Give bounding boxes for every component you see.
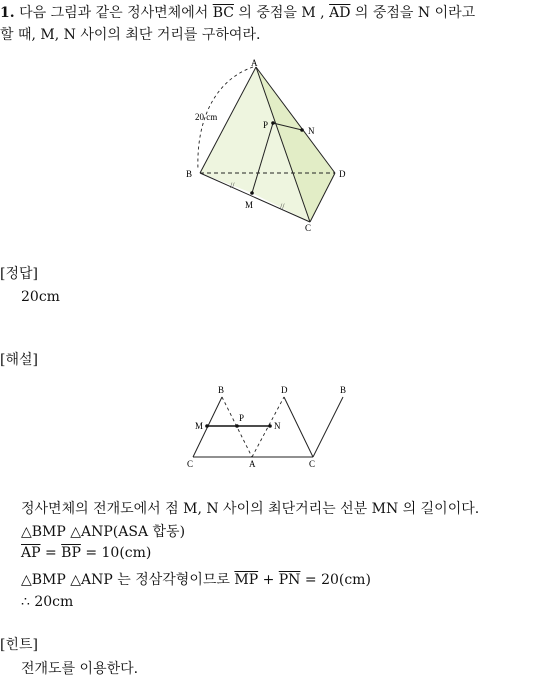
tick-mark-mc: // [280, 202, 285, 211]
answer-value: 20cm [21, 289, 60, 305]
point-p [271, 121, 275, 125]
edge-length-label: 20 cm [195, 112, 218, 122]
question-text-b: 의 중점을 M , [233, 5, 330, 21]
label-p: P [263, 120, 269, 130]
line4-text: △BMP △ANP 는 정삼각형이므로 [21, 572, 235, 588]
segment-ad: $\overline{AD}$ [329, 5, 351, 21]
label-b: B [186, 169, 193, 179]
question-line-1 [0, 2, 475, 22]
equals-sign: = [40, 545, 62, 561]
tetrahedron-net-figure [180, 380, 355, 475]
net-point-m [205, 424, 209, 428]
segment-bc: $\overline{BC}$ [212, 5, 234, 21]
segment-pn: $\overline{PN}$ [278, 572, 301, 588]
answer-label: [정답] [0, 266, 38, 282]
label-m: M [245, 200, 254, 210]
label-d: D [339, 169, 346, 179]
segment-bp: $\overline{BP}$ [61, 545, 81, 561]
net-label-a: A [249, 459, 256, 469]
question-text-a: 다음 그림과 같은 정사면체에서 [14, 5, 213, 21]
solution-label: [해설] [0, 352, 38, 368]
plus-sign: + [258, 572, 279, 588]
question-text-c: 의 중점을 N 이라고 [350, 5, 476, 21]
hint-label: [힌트] [0, 637, 38, 653]
net-label-c2: C [309, 459, 316, 469]
question-line-2: 할 때, M, N 사이의 최단 거리를 구하여라. [0, 27, 261, 43]
tetrahedron-figure [180, 55, 355, 235]
point-n [300, 128, 304, 132]
label-c: C [305, 223, 312, 233]
solution-line-3 [21, 545, 151, 561]
net-label-d: D [281, 385, 288, 395]
net-point-n [268, 424, 272, 428]
hint-text: 전개도를 이용한다. [21, 661, 139, 677]
solution-line-2: △BMP △ANP(ASA 합동) [21, 524, 186, 540]
label-a: A [251, 58, 258, 68]
solution-line-1: 정사면체의 전개도에서 점 M, N 사이의 최단거리는 선분 MN 의 길이이다. [21, 501, 480, 517]
question-number: 1. [0, 5, 15, 21]
net-point-p [235, 424, 239, 428]
segment-mp: $\overline{MP}$ [234, 572, 259, 588]
line4-rest: = 20(cm) [300, 572, 371, 588]
segment-ap: $\overline{AP}$ [21, 545, 41, 561]
net-label-b2: B [340, 385, 347, 395]
net-label-b1: B [218, 385, 225, 395]
tick-mark-bm: // [230, 181, 235, 190]
net-label-c1: C [187, 459, 194, 469]
net-label-n: N [274, 421, 281, 431]
net-edge-c2-b2 [313, 397, 343, 457]
label-n: N [308, 126, 315, 136]
solution-line-5: ∴ 20cm [21, 594, 74, 610]
net-edge-d-c2 [284, 397, 313, 457]
solution-line-4 [21, 569, 371, 589]
net-label-p: P [239, 413, 245, 423]
line3-rest: = 10(cm) [80, 545, 152, 561]
net-label-m: M [195, 421, 204, 431]
point-m [250, 191, 254, 195]
